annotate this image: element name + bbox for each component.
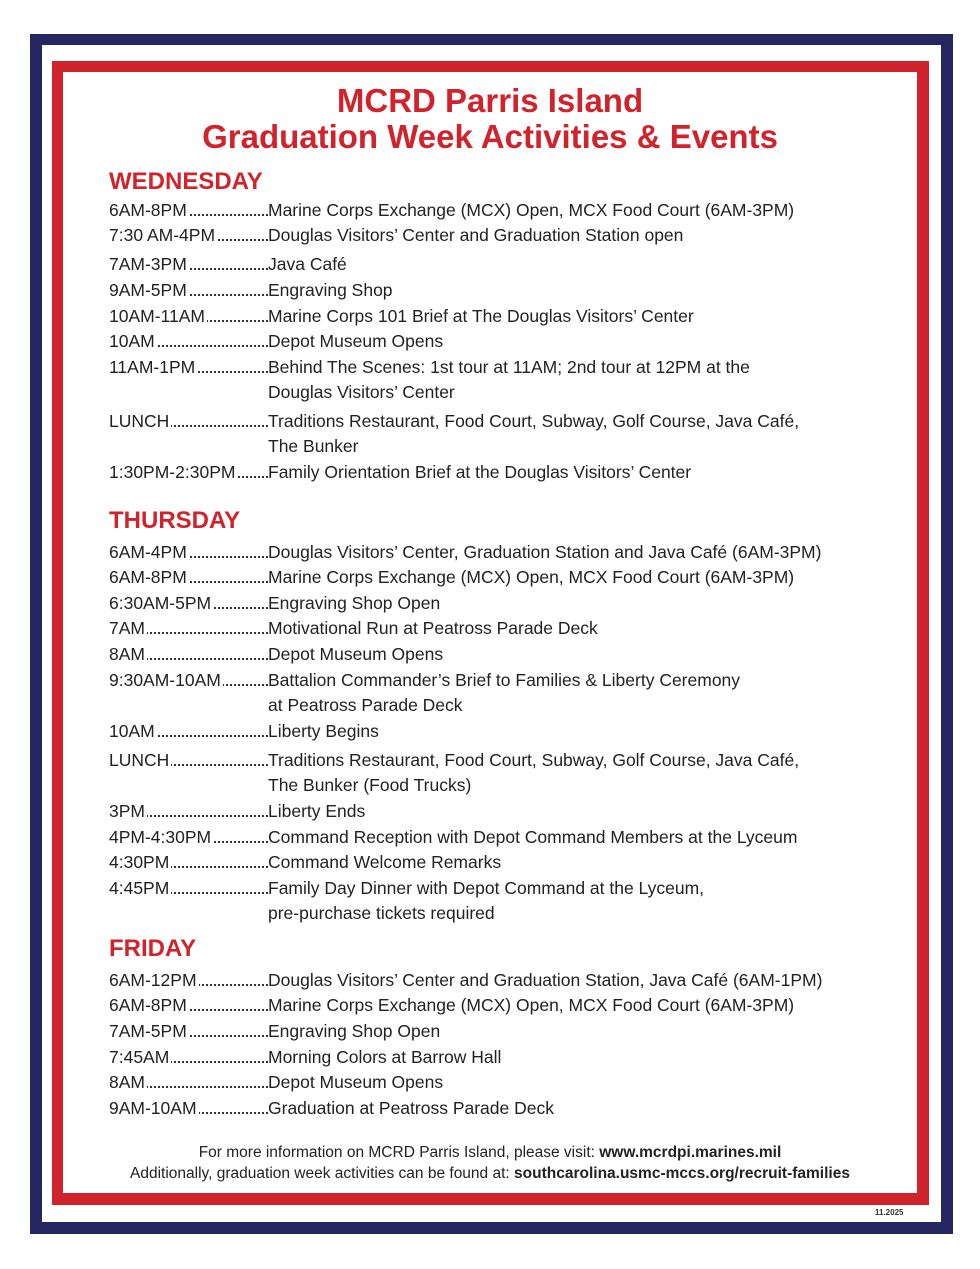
day-heading-friday: FRIDAY: [109, 935, 197, 962]
schedule-row: [109, 1044, 899, 1070]
event-description: Depot Museum Opens: [268, 331, 444, 351]
version-date: 11.2025: [875, 1208, 904, 1217]
schedule-row: [109, 408, 899, 456]
event-description: Douglas Visitors’ Center and Graduation Station, Java Café (6AM-1PM): [268, 970, 823, 990]
event-description: Traditions Restaurant, Food Court, Subway, Golf Course, Java Café,: [268, 411, 800, 431]
event-description: Family Orientation Brief at the Douglas Visitors’ Center: [268, 462, 692, 482]
website-link[interactable]: www.mcrdpi.marines.mil: [599, 1144, 782, 1161]
schedule-row: [109, 459, 899, 485]
event-time: 6AM-8PM: [109, 564, 268, 590]
schedule-row: [109, 277, 899, 303]
schedule-row: [109, 615, 899, 641]
schedule-row: [109, 1095, 899, 1121]
event-description: Traditions Restaurant, Food Court, Subway, Golf Course, Java Café,: [268, 750, 800, 770]
schedule-row: [109, 641, 899, 667]
event-time: 7AM-5PM: [109, 1018, 268, 1044]
footer-line-2: [63, 1164, 917, 1184]
schedule-row: [109, 197, 899, 223]
event-time: 11AM-1PM: [109, 354, 268, 380]
schedule-row: [109, 992, 899, 1018]
event-description: Engraving Shop Open: [268, 593, 441, 613]
event-description: Behind The Scenes: 1st tour at 11AM; 2nd tour at 12PM at the: [268, 357, 750, 377]
schedule-row: [109, 718, 899, 744]
title-line-2: Graduation Week Activities & Events: [202, 118, 778, 155]
schedule-row: [109, 303, 899, 329]
event-time: 10AM-11AM: [109, 303, 268, 329]
footer-line-1: [63, 1143, 917, 1163]
event-description-continued: The Bunker: [268, 436, 359, 456]
event-time: 9AM-5PM: [109, 277, 268, 303]
event-time: 7:30 AM-4PM: [109, 222, 268, 248]
event-description-continued: Douglas Visitors’ Center: [268, 382, 455, 402]
event-description: Command Reception with Depot Command Members at the Lyceum: [268, 827, 798, 847]
event-description: Marine Corps 101 Brief at The Douglas Visitors’ Center: [268, 306, 694, 326]
schedule-row: [109, 354, 899, 402]
event-time: 6AM-8PM: [109, 197, 268, 223]
schedule-row: [109, 222, 899, 248]
schedule-row: [109, 564, 899, 590]
event-description: Douglas Visitors’ Center, Graduation Station and Java Café (6AM-3PM): [268, 542, 822, 562]
schedule-row: [109, 1069, 899, 1095]
event-time: 1:30PM-2:30PM: [109, 459, 268, 485]
event-description: Marine Corps Exchange (MCX) Open, MCX Food Court (6AM-3PM): [268, 567, 795, 587]
schedule-row: [109, 539, 899, 565]
event-time: 3PM: [109, 798, 268, 824]
event-time: 10AM: [109, 328, 268, 354]
event-description: Engraving Shop Open: [268, 1021, 441, 1041]
footer-info-text: For more information on MCRD Parris Island, please visit:: [198, 1144, 600, 1161]
event-time: 9AM-10AM: [109, 1095, 268, 1121]
event-description-continued: The Bunker (Food Trucks): [268, 775, 472, 795]
event-time: 6AM-12PM: [109, 967, 268, 993]
event-time: LUNCH: [109, 747, 268, 773]
event-time: LUNCH: [109, 408, 268, 434]
event-description: Douglas Visitors’ Center and Graduation Station open: [268, 225, 684, 245]
event-description: Graduation at Peatross Parade Deck: [268, 1098, 554, 1118]
schedule-row: [109, 1018, 899, 1044]
event-description: Command Welcome Remarks: [268, 852, 502, 872]
event-time: 8AM: [109, 1069, 268, 1095]
schedule-row: [109, 824, 899, 850]
day-heading-thursday: THURSDAY: [109, 507, 241, 534]
event-description: Marine Corps Exchange (MCX) Open, MCX Food Court (6AM-3PM): [268, 200, 795, 220]
event-description: Marine Corps Exchange (MCX) Open, MCX Food Court (6AM-3PM): [268, 995, 795, 1015]
event-description: Family Day Dinner with Depot Command at the Lyceum,: [268, 878, 705, 898]
footer-info-text: Additionally, graduation week activities can be found at:: [130, 1165, 515, 1182]
day-heading-wednesday: WEDNESDAY: [109, 168, 263, 195]
event-time: 8AM: [109, 641, 268, 667]
schedule-row: [109, 798, 899, 824]
schedule-row: [109, 251, 899, 277]
recruit-families-link[interactable]: southcarolina.usmc-mccs.org/recruit-families: [514, 1165, 850, 1182]
event-description: Engraving Shop: [268, 280, 393, 300]
schedule-row: [109, 967, 899, 993]
event-description: Motivational Run at Peatross Parade Deck: [268, 618, 598, 638]
schedule-row: [109, 328, 899, 354]
event-time: 10AM: [109, 718, 268, 744]
event-description-continued: at Peatross Parade Deck: [268, 695, 463, 715]
event-time: 9:30AM-10AM: [109, 667, 268, 693]
schedule-row: [109, 667, 899, 715]
event-description: Java Café: [268, 254, 347, 274]
event-time: 4PM-4:30PM: [109, 824, 268, 850]
event-time: 7AM: [109, 615, 268, 641]
event-description: Depot Museum Opens: [268, 1072, 444, 1092]
event-description: Liberty Begins: [268, 721, 379, 741]
event-time: 6AM-4PM: [109, 539, 268, 565]
event-description: Liberty Ends: [268, 801, 366, 821]
event-time: 7:45AM: [109, 1044, 268, 1070]
schedule-row: [109, 747, 899, 795]
event-time: 6:30AM-5PM: [109, 590, 268, 616]
schedule-row: [109, 590, 899, 616]
event-description: Battalion Commander’s Brief to Families & Liberty Ceremony: [268, 670, 741, 690]
event-description: Morning Colors at Barrow Hall: [268, 1047, 502, 1067]
schedule-row: [109, 849, 899, 875]
event-time: 6AM-8PM: [109, 992, 268, 1018]
schedule-row: [109, 875, 899, 923]
event-time: 4:30PM: [109, 849, 268, 875]
flyer-content: [63, 72, 917, 1217]
event-time: 7AM-3PM: [109, 251, 268, 277]
event-time: 4:45PM: [109, 875, 268, 901]
event-description: Depot Museum Opens: [268, 644, 444, 664]
event-description-continued: pre-purchase tickets required: [268, 903, 495, 923]
title-line-1: MCRD Parris Island: [336, 82, 644, 119]
